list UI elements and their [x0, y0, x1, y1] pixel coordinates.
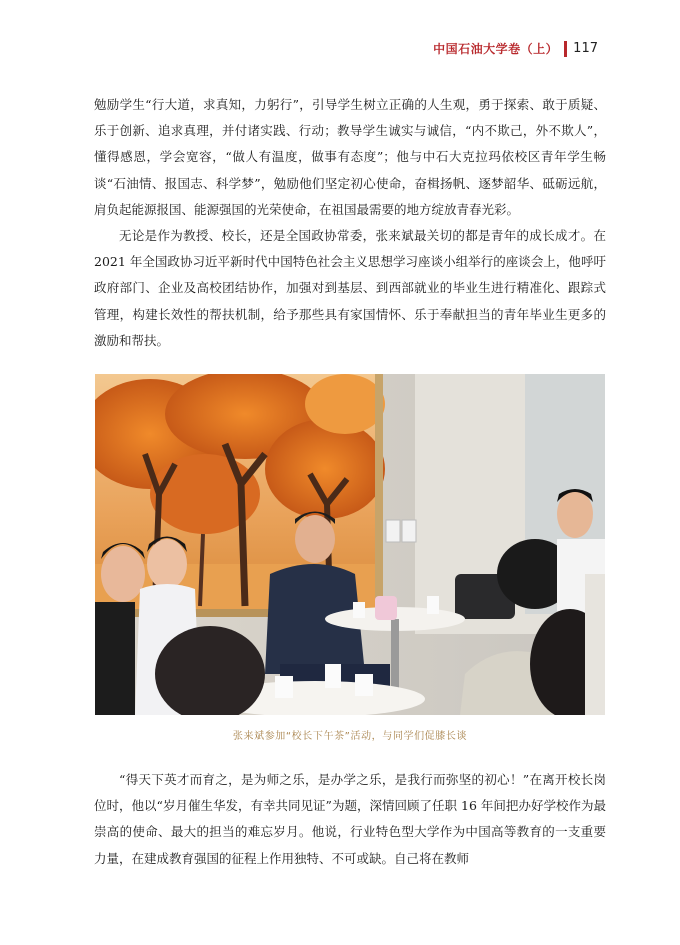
running-head [433, 40, 598, 57]
paragraph-continued: 勉励学生“行大道，求真知，力躬行”，引导学生树立正确的人生观，勇于探索、敢于质疑、乐于创新、追求真理，并付诸实践、行动；教导学生诚实与诚信，“内不欺己，外不欺人”，懂得感恩，学会宽容，“做人有温度，做事有态度”；他与中石大克拉玛依校区青年学生畅谈“石油情、报国志、科学梦”，勉励他们坚定初心使命，奋楫扬帆、逐梦韶华、砥砺远航，肩负起能源报国、能源强国的光荣使命，在祖国最需要的地方绽放青春光彩。 [94, 97, 606, 217]
header-divider-bar [564, 41, 567, 57]
event-photo [95, 374, 605, 715]
photo-caption: 张来斌参加“校长下午茶”活动，与同学们促膝长谈 [232, 731, 468, 742]
paragraph: 无论是作为教授、校长，还是全国政协常委，张来斌最关切的都是青年的成长成才。在 2021 年全国政协习近平新时代中国特色社会主义思想学习座谈小组举行的座谈会上，他呼吁政府部门、企业及高校团结协作，加强对到基层、到西部就业的毕业生进行精准化、跟踪式管理，构建长效性的帮扶机制，给予那些具有家国情怀、乐于奉献担当的青年毕业生更多的激励和帮扶。 [94, 228, 606, 348]
paragraph: “得天下英才而育之，是为师之乐，是办学之乐，是我行而弥坚的初心！”在离开校长岗位时，他以“岁月催生华发，有幸共同见证”为题，深情回顾了任职 16 年间把办好学校作为最崇高的使命、最大的担当的难忘岁月。他说，行业特色型大学作为中国高等教育的一支重要力量，在建成教育强国的征程上作用独特、不可或缺。自己将在教师 [94, 772, 606, 866]
photo-illustration [95, 374, 605, 715]
body-text-top [94, 92, 606, 354]
body-text-bottom [94, 767, 606, 872]
page-number: 117 [573, 41, 598, 56]
book-title: 中国石油大学卷（上） [433, 42, 559, 56]
